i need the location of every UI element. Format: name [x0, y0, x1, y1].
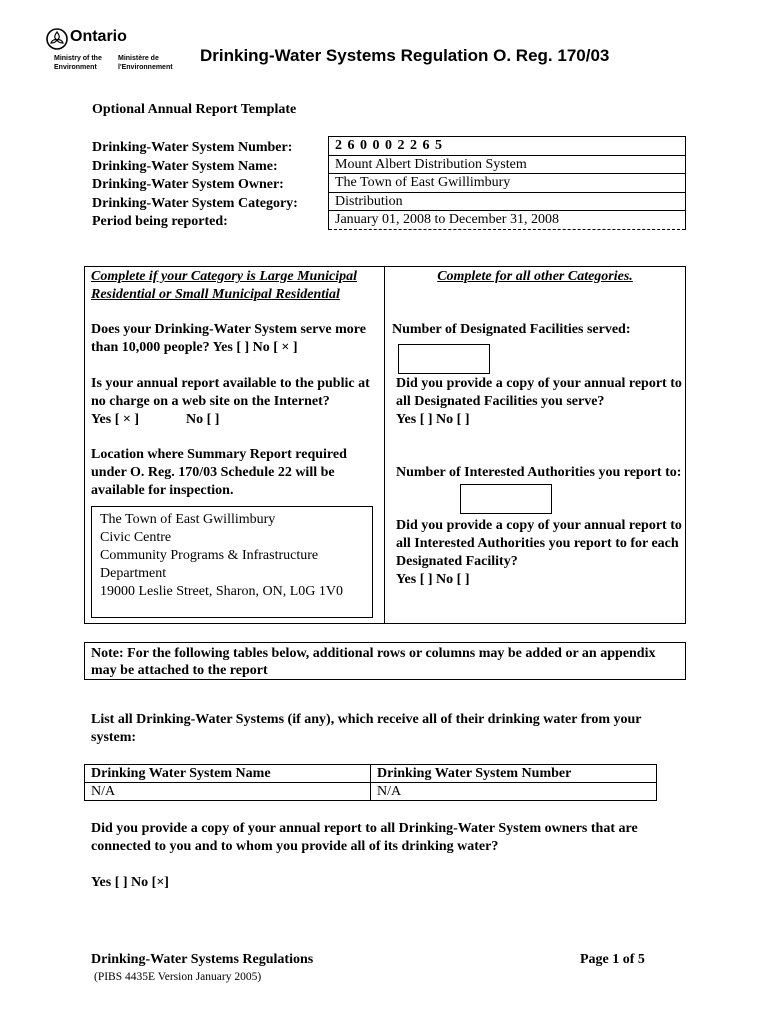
- ministry-name-en: Ministry of the Environment: [54, 55, 102, 71]
- serve-population-answer[interactable]: Yes [ ] No [ × ]: [212, 340, 298, 355]
- address-line: Community Programs & Infrastructure Department: [100, 548, 319, 581]
- question-copy-facilities: Did you provide a copy of your annual report to all Designated Facilities you serve? Yes [ ] No [ ]: [396, 375, 686, 429]
- address-line: Civic Centre: [100, 530, 172, 545]
- interested-authorities-input[interactable]: [460, 484, 552, 514]
- left-column-heading: Complete if your Category is Large Municipal Residential or Small Municipal Residential: [91, 269, 357, 302]
- question-owners-copy: Did you provide a copy of your annual report to all Drinking-Water System owners that are connected to you and to whom you provide all of its drinking water?: [91, 821, 638, 854]
- page-number: Page 1 of 5: [580, 952, 645, 967]
- system-info-labels: [92, 139, 298, 232]
- label-system-owner: Drinking-Water System Owner:: [92, 177, 284, 192]
- column-header-number: Drinking Water System Number: [371, 765, 657, 783]
- copy-authorities-answer[interactable]: Yes [ ] No [ ]: [396, 572, 470, 587]
- address-field[interactable]: [91, 506, 373, 618]
- system-name-field[interactable]: Mount Albert Distribution System: [329, 155, 686, 174]
- footer-title: Drinking-Water Systems Regulations: [91, 952, 314, 967]
- question-serve-population: Does your Drinking-Water System serve more than 10,000 people? Yes [ ] No [ × ]: [91, 322, 366, 355]
- web-no-checkbox[interactable]: No [ ]: [186, 412, 220, 427]
- address-line: The Town of East Gwillimbury: [100, 512, 276, 527]
- question-summary-location: Location where Summary Report required under O. Reg. 170/03 Schedule 22 will be available for inspection.: [91, 447, 347, 498]
- ontario-logo: [46, 28, 186, 76]
- column-header-name: Drinking Water System Name: [85, 765, 371, 783]
- question-interested-authorities: Number of Interested Authorities you report to:: [396, 465, 682, 480]
- table-header-row: [85, 765, 657, 783]
- period-field[interactable]: January 01, 2008 to December 31, 2008: [329, 211, 686, 230]
- owners-copy-answer[interactable]: Yes [ ] No [×]: [91, 875, 169, 890]
- form-subtitle: Optional Annual Report Template: [92, 102, 297, 117]
- ministry-name-fr: Ministère de l'Environnement: [118, 55, 173, 71]
- systems-table: [84, 764, 657, 801]
- label-system-category: Drinking-Water System Category:: [92, 195, 298, 211]
- cell-system-number[interactable]: N/A: [371, 783, 657, 801]
- trillium-icon: [46, 28, 68, 50]
- copy-facilities-answer[interactable]: Yes [ ] No [ ]: [396, 412, 470, 427]
- table-row: [85, 783, 657, 801]
- label-system-number: Drinking-Water System Number:: [92, 140, 293, 155]
- system-category-field[interactable]: Distribution: [329, 192, 686, 211]
- document-title: Drinking-Water Systems Regulation O. Reg. 170/03: [200, 46, 610, 65]
- question-systems-list: List all Drinking-Water Systems (if any), which receive all of their drinking water from your system:: [91, 712, 642, 745]
- system-number-field[interactable]: 2 6 0 0 0 2 2 6 5: [329, 137, 686, 156]
- question-designated-facilities: Number of Designated Facilities served:: [392, 322, 631, 337]
- note-box: Note: For the following tables below, additional rows or columns may be added or an appendix may be attached to the report: [84, 642, 686, 680]
- system-info-table: [328, 136, 686, 230]
- designated-facilities-input[interactable]: [398, 344, 490, 374]
- category-divider: [384, 266, 385, 624]
- label-system-name: Drinking-Water System Name:: [92, 158, 278, 174]
- address-line: 19000 Leslie Street, Sharon, ON, L0G 1V0: [100, 584, 344, 599]
- cell-system-name[interactable]: N/A: [85, 783, 371, 801]
- logo-wordmark: Ontario: [70, 28, 127, 45]
- system-owner-field[interactable]: The Town of East Gwillimbury: [329, 174, 686, 193]
- question-copy-authorities: Did you provide a copy of your annual report to all Interested Authorities you report to for each Designated Facility? Yes [ ] No [ ]: [396, 517, 686, 589]
- footer-version: (PIBS 4435E Version January 2005): [94, 971, 262, 983]
- web-yes-checkbox[interactable]: Yes [ × ]: [91, 412, 140, 427]
- right-column-heading: Complete for all other Categories.: [437, 269, 633, 284]
- question-web-availability: Is your annual report available to the public at no charge on a web site on the Internet? Yes [ × ] No [ ]: [91, 376, 370, 427]
- label-period: Period being reported:: [92, 214, 228, 229]
